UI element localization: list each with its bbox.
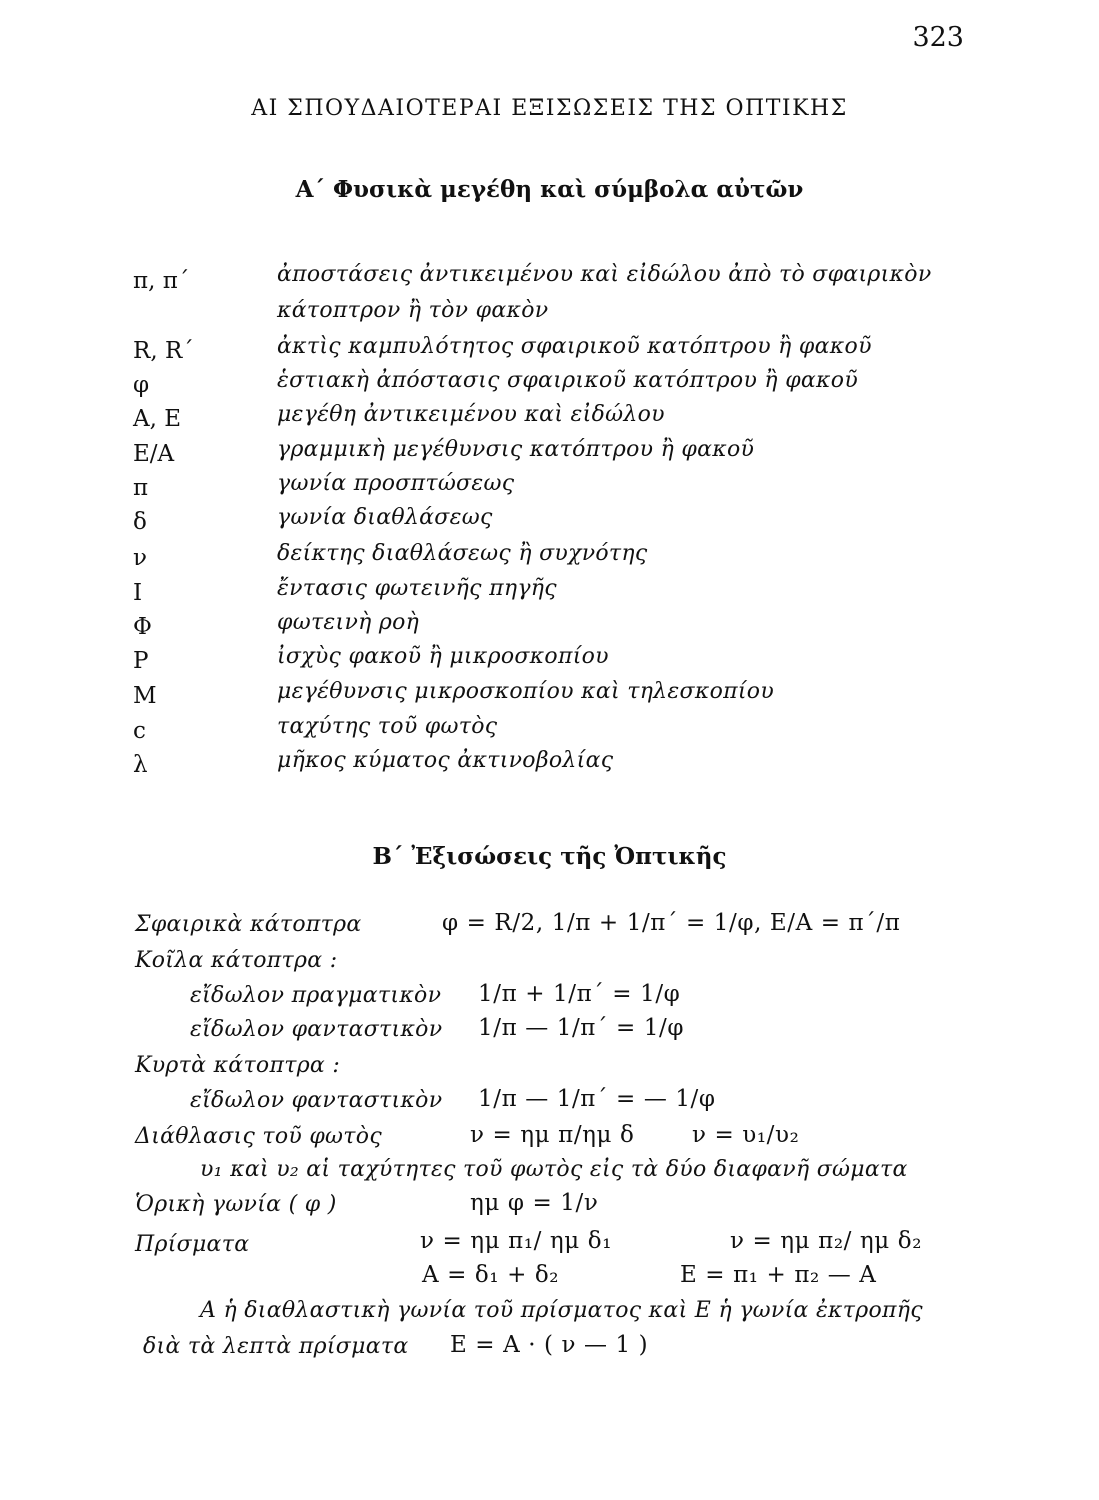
symbol-cell: φ [133, 372, 150, 398]
refraction-note: υ₁ καὶ υ₂ αἱ ταχύτητες τοῦ φωτὸς εἰς τὰ δύο διαφανῆ σώματα [200, 1157, 908, 1182]
page-number: 323 [912, 22, 964, 53]
symbol-cell: π, π΄ [133, 268, 190, 294]
critical-angle-label: Ὁρικὴ γωνία ( φ ) [135, 1192, 337, 1217]
refraction-equation-speed: ν = υ₁/υ₂ [692, 1122, 800, 1148]
description-cell: γωνία προσπτώσεως [277, 471, 515, 496]
section-b-title: Β΄ Ἐξισώσεις τῆς Ὀπτικῆς [372, 843, 727, 870]
symbol-cell: Ρ [133, 648, 149, 674]
symbol-cell: c [133, 718, 146, 744]
symbol-cell: δ [133, 509, 147, 535]
prisms-label: Πρίσματα [135, 1232, 250, 1257]
prism-equation-deviation: Ε = π₁ + π₂ — Α [680, 1262, 877, 1288]
description-cell: ταχύτης τοῦ φωτὸς [277, 714, 498, 739]
thin-prism-label: διὰ τὰ λεπτὰ πρίσματα [143, 1334, 409, 1359]
symbol-cell: Μ [133, 683, 157, 709]
real-image-equation: 1/π + 1/π΄ = 1/φ [478, 981, 681, 1007]
description-cell: κάτοπτρον ἢ τὸν φακὸν [277, 298, 549, 323]
convex-virtual-image-equation: 1/π — 1/π΄ = — 1/φ [478, 1086, 716, 1112]
section-a-title: Α΄ Φυσικὰ μεγέθη καὶ σύμβολα αὐτῶν [295, 176, 804, 203]
convex-virtual-image-label: εἴδωλον φανταστικὸν [190, 1088, 443, 1113]
symbol-cell: ν [133, 545, 147, 571]
virtual-image-label: εἴδωλον φανταστικὸν [190, 1017, 443, 1042]
description-cell: γραμμικὴ μεγέθυνσις κατόπτρου ἢ φακοῦ [277, 437, 755, 462]
prism-note-line1: Α ἡ διαθλαστικὴ γωνία τοῦ πρίσματος καὶ Ε ἡ γωνία ἐκτροπῆς [200, 1298, 923, 1323]
refraction-equation-sine: ν = ημ π/ημ δ [470, 1122, 635, 1148]
description-cell: μῆκος κύματος ἀκτινοβολίας [277, 748, 614, 773]
description-cell: ἑστιακὴ ἀπόστασις σφαιρικοῦ κατόπτρου ἢ φακοῦ [277, 368, 858, 393]
description-cell: γωνία διαθλάσεως [277, 505, 493, 530]
symbol-cell: Φ [133, 614, 152, 640]
prism-equation-exit: ν = ημ π₂/ ημ δ₂ [730, 1228, 923, 1254]
spherical-mirrors-label: Σφαιρικὰ κάτοπτρα [135, 912, 362, 937]
running-head: ΑΙ ΣΠΟΥΔΑΙΟΤΕΡΑΙ ΕΞΙΣΩΣΕΙΣ ΤΗΣ ΟΠΤΙΚΗΣ [251, 96, 848, 121]
convex-mirrors-label: Κυρτὰ κάτοπτρα : [135, 1053, 341, 1078]
refraction-label: Διάθλασις τοῦ φωτὸς [135, 1124, 382, 1149]
thin-prism-equation: Ε = Α · ( ν — 1 ) [450, 1332, 649, 1358]
symbol-cell: λ [133, 752, 148, 778]
symbol-cell: π [133, 475, 149, 501]
description-cell: ἀκτὶς καμπυλότητος σφαιρικοῦ κατόπτρου ἢ φακοῦ [277, 334, 872, 359]
description-cell: ἔντασις φωτεινῆς πηγῆς [277, 576, 557, 601]
critical-angle-equation: ημ φ = 1/ν [470, 1190, 599, 1216]
spherical-mirrors-equation: φ = R/2, 1/π + 1/π΄ = 1/φ, Ε/Α = π΄/π [442, 910, 901, 936]
prism-equation-entry: ν = ημ π₁/ ημ δ₁ [420, 1228, 613, 1254]
description-cell: μεγέθη ἀντικειμένου καὶ εἰδώλου [277, 402, 665, 427]
symbol-cell: Ε/Α [133, 441, 175, 467]
description-cell: μεγέθυνσις μικροσκοπίου καὶ τηλεσκοπίου [277, 679, 775, 704]
virtual-image-equation: 1/π — 1/π΄ = 1/φ [478, 1015, 685, 1041]
concave-mirrors-label: Κοῖλα κάτοπτρα : [135, 948, 338, 973]
symbol-cell: R, R΄ [133, 338, 194, 364]
description-cell: δείκτης διαθλάσεως ἢ συχνότης [277, 541, 648, 566]
description-cell: ἀποστάσεις ἀντικειμένου καὶ εἰδώλου ἀπὸ τὸ σφαιρικὸν [277, 262, 932, 287]
prism-equation-angle: Α = δ₁ + δ₂ [422, 1262, 560, 1288]
real-image-label: εἴδωλον πραγματικὸν [190, 983, 442, 1008]
symbol-cell: Α, Ε [133, 406, 182, 432]
description-cell: ἰσχὺς φακοῦ ἢ μικροσκοπίου [277, 644, 609, 669]
symbol-cell: Ι [133, 580, 143, 606]
description-cell: φωτεινὴ ροὴ [277, 610, 420, 635]
